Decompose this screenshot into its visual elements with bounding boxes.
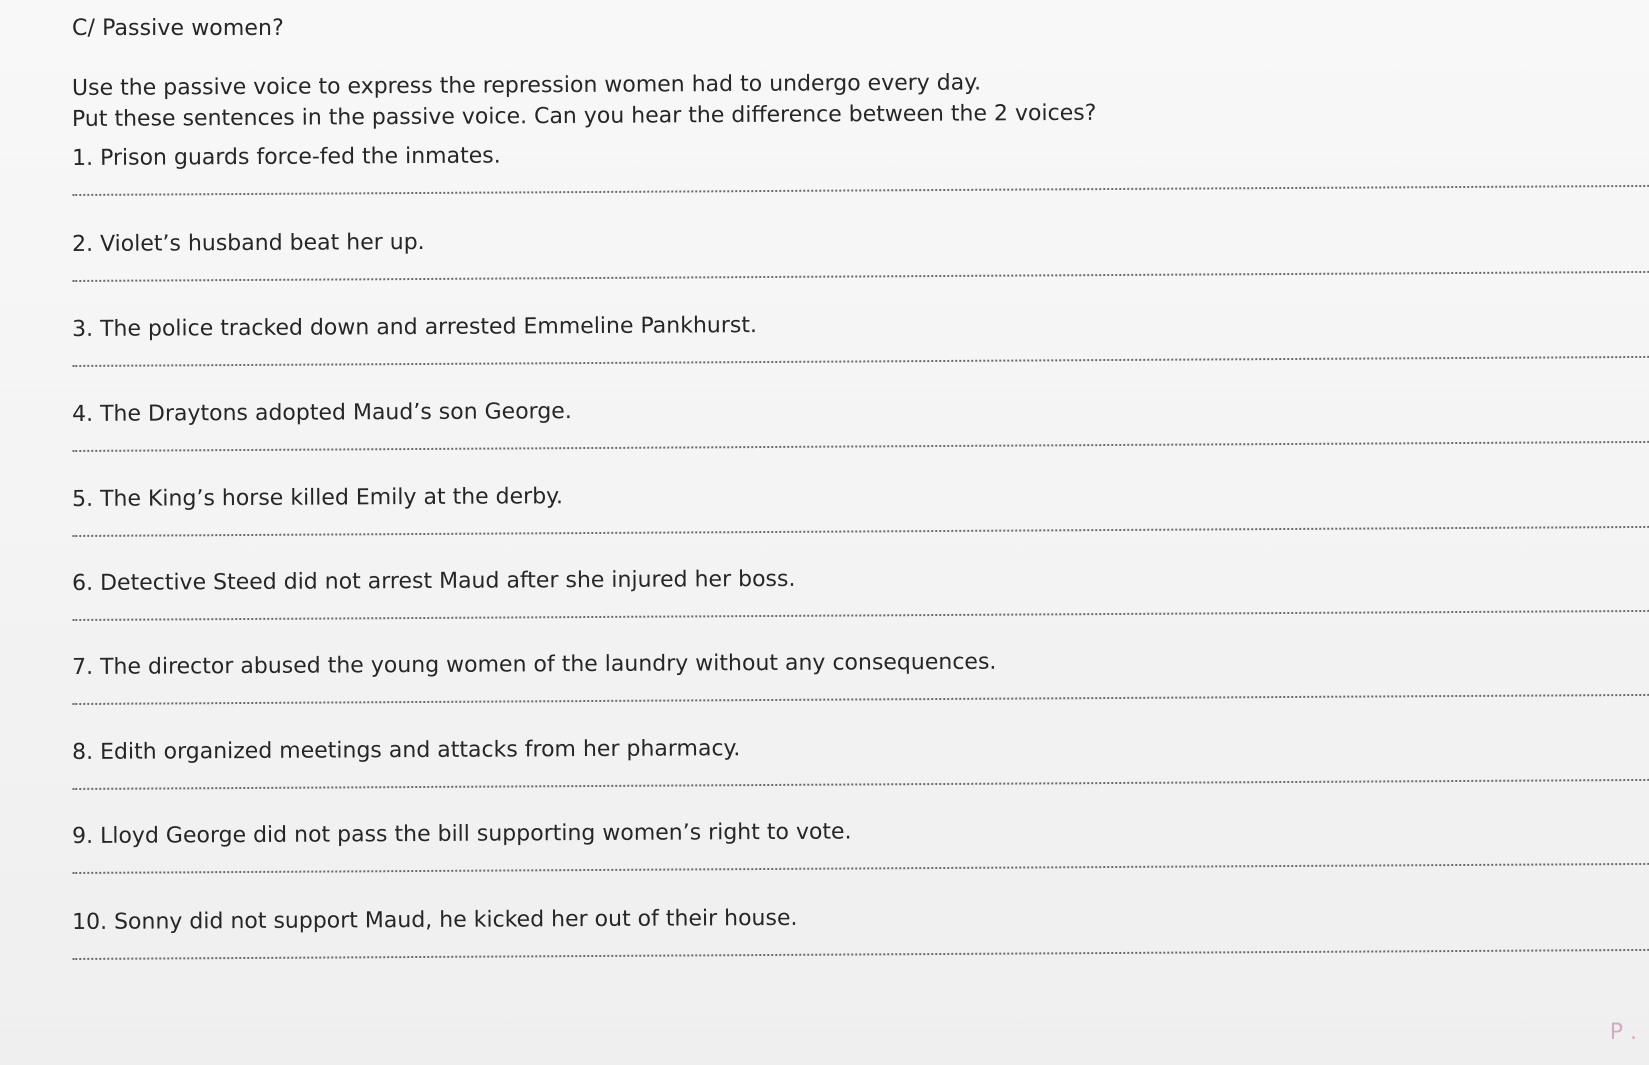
exercise-item-1 bbox=[72, 137, 1649, 196]
exercise-sentence: 5. The King’s horse killed Emily at the derby. bbox=[72, 484, 564, 512]
answer-line[interactable] bbox=[72, 949, 1649, 960]
exercise-item-4 bbox=[72, 393, 1649, 452]
answer-line[interactable] bbox=[72, 271, 1649, 282]
exercise-sentence: 6. Detective Steed did not arrest Maud after she injured her boss. bbox=[72, 566, 796, 596]
exercise-item-8 bbox=[72, 731, 1649, 790]
answer-line[interactable] bbox=[72, 779, 1649, 790]
page-mark: P . bbox=[1609, 1020, 1637, 1045]
answer-line[interactable] bbox=[72, 185, 1649, 196]
exercise-item-7 bbox=[72, 646, 1649, 705]
answer-line[interactable] bbox=[72, 863, 1649, 874]
exercise-item-10 bbox=[72, 901, 1649, 960]
exercise-item-2 bbox=[72, 223, 1649, 282]
exercise-sentence: 7. The director abused the young women of the laundry without any consequences. bbox=[72, 649, 997, 680]
exercise-sentence: 2. Violet’s husband beat her up. bbox=[72, 229, 425, 257]
exercise-sentence: 1. Prison guards force-fed the inmates. bbox=[72, 143, 501, 171]
answer-line[interactable] bbox=[72, 610, 1649, 621]
instruction-line-2: Put these sentences in the passive voice. Can you hear the difference between the 2 voices? bbox=[71, 100, 1097, 132]
answer-line[interactable] bbox=[72, 526, 1649, 537]
answer-line[interactable] bbox=[72, 441, 1649, 452]
exercise-sentence: 3. The police tracked down and arrested Emmeline Pankhurst. bbox=[72, 313, 758, 342]
exercise-sentence: 8. Edith organized meetings and attacks from her pharmacy. bbox=[72, 736, 741, 765]
exercise-sentence: 10. Sonny did not support Maud, he kicked her out of their house. bbox=[72, 905, 798, 935]
exercise-item-6 bbox=[72, 562, 1649, 621]
exercise-item-3 bbox=[72, 308, 1649, 367]
answer-line[interactable] bbox=[72, 694, 1649, 705]
exercise-sentence: 9. Lloyd George did not pass the bill supporting women’s right to vote. bbox=[72, 819, 852, 849]
answer-line[interactable] bbox=[72, 356, 1649, 367]
exercise-sentence: 4. The Draytons adopted Maud’s son George. bbox=[72, 399, 572, 427]
section-title: C/ Passive women? bbox=[72, 16, 284, 41]
exercise-item-5 bbox=[72, 478, 1649, 537]
exercise-item-9 bbox=[72, 815, 1649, 874]
instruction-line-1: Use the passive voice to express the repression women had to undergo every day. bbox=[71, 70, 982, 101]
